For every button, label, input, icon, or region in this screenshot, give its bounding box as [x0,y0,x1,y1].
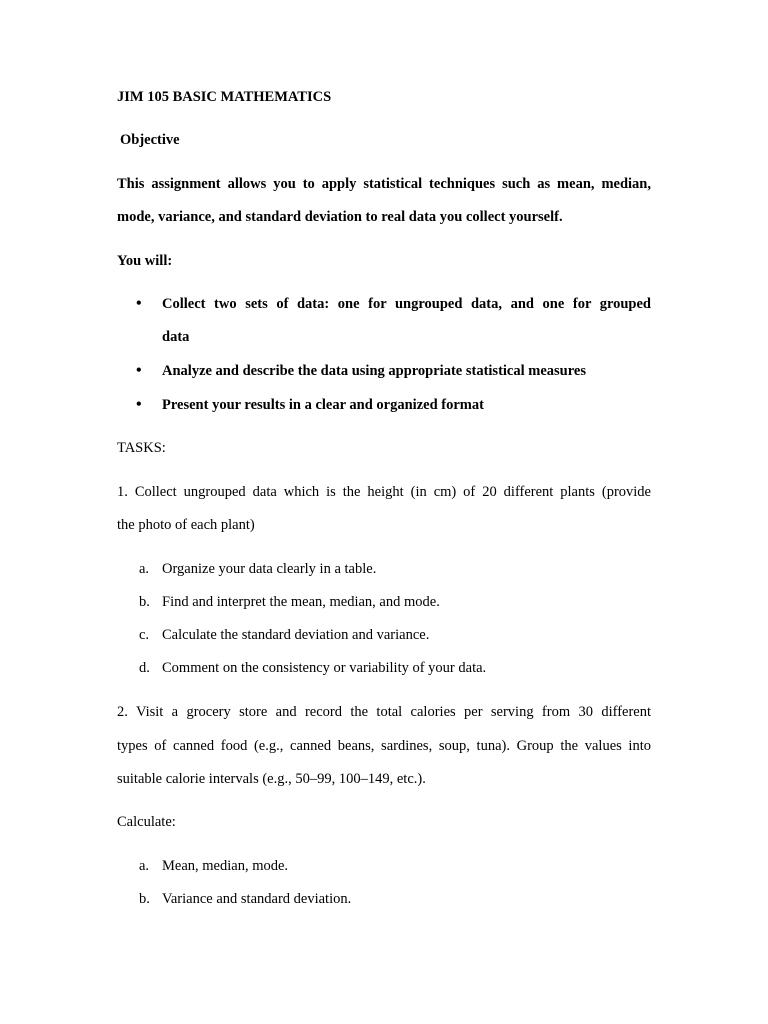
objective-heading: Objective [120,132,180,148]
task-1-item-d-letter: d. [139,660,150,676]
task-1-item-c-letter: c. [139,627,150,643]
task-1-line-2: the photo of each plant) [117,517,255,533]
bullet-1-line-2: data [162,329,190,345]
tasks-heading: TASKS: [117,440,166,456]
task-1-item-a-letter: a. [139,561,150,577]
task-2-item-a-letter: a. [139,858,150,874]
you-will-heading: You will: [117,253,173,269]
task-1-line-1: 1. Collect ungrouped data which is the height (in cm) of 20 different plants (provide [117,484,651,500]
task-2-item-b-text: Variance and standard deviation. [162,891,352,907]
task-1-item-b-text: Find and interpret the mean, median, and mode. [162,594,440,610]
task-1-item-d-text: Comment on the consistency or variability of your data. [162,660,487,676]
task-2-line-2: types of canned food (e.g., canned beans, sardines, soup, tuna). Group the values into [117,738,651,754]
bullet-icon: • [136,396,142,413]
task-2-item-a-text: Mean, median, mode. [162,858,289,874]
bullet-2-text: Analyze and describe the data using appropriate statistical measures [162,363,586,379]
bullet-3-text: Present your results in a clear and organized format [162,397,484,413]
task-1-item-c-text: Calculate the standard deviation and variance. [162,627,430,643]
bullet-icon: • [136,362,142,379]
task-2-line-3: suitable calorie intervals (e.g., 50–99, 100–149, etc.). [117,771,426,787]
task-2-item-b-letter: b. [139,891,150,907]
bullet-1-line-1: Collect two sets of data: one for ungrouped data, and one for grouped [162,296,651,312]
task-1-item-b-letter: b. [139,594,150,610]
bullet-icon: • [136,295,142,312]
task-2-line-1: 2. Visit a grocery store and record the total calories per serving from 30 different [117,704,651,720]
intro-line-1: This assignment allows you to apply statistical techniques such as mean, median, [117,176,651,192]
task-1-item-a-text: Organize your data clearly in a table. [162,561,377,577]
intro-line-2: mode, variance, and standard deviation to real data you collect yourself. [117,209,563,225]
document-title: JIM 105 BASIC MATHEMATICS [117,89,332,105]
calculate-heading: Calculate: [117,814,176,830]
